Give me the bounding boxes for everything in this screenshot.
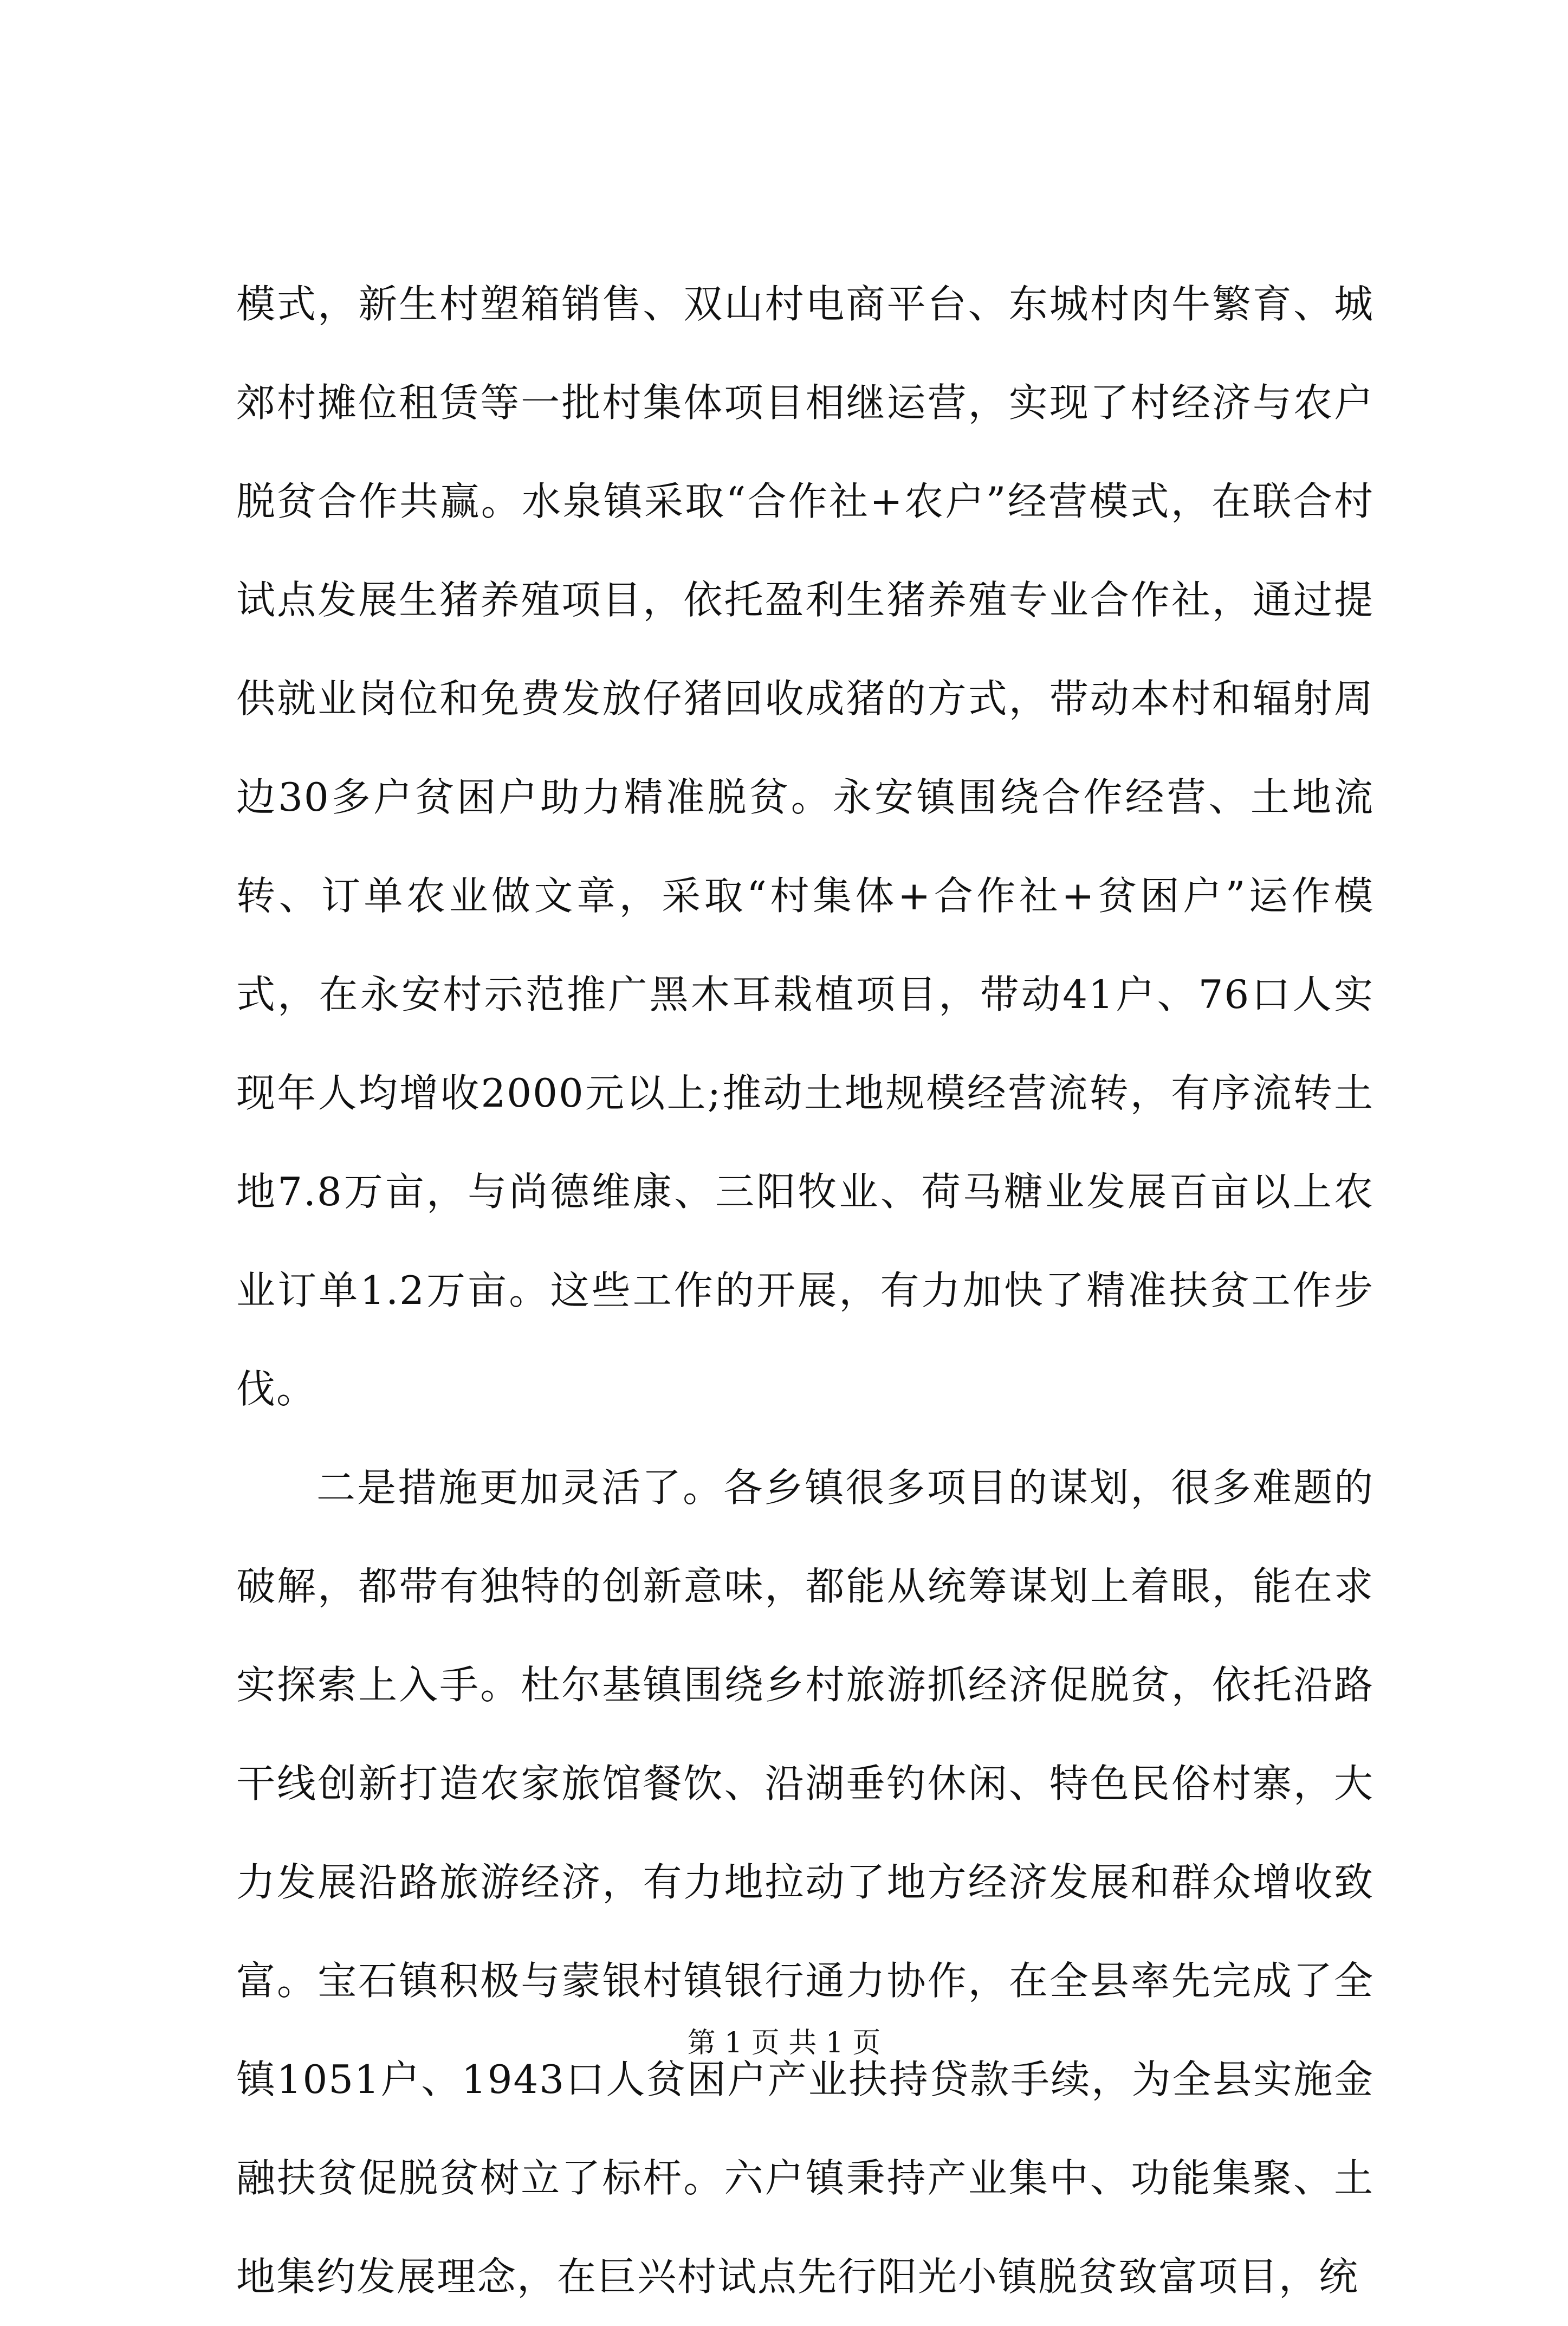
paragraph-continued: 模式，新生村塑箱销售、双山村电商平台、东城村肉牛繁育、城郊村摊位租赁等一批村集体项目相继运营，实现了村经济与农户脱贫合作共赢。水泉镇采取“合作社+农户”经营模式，在联合村试点发展生猪养殖项目，依托盈利生猪养殖专业合作社，通过提供就业岗位和免费发放仔猪回收成猪的方式，带动本村和辐射周边30多户贫困户助力精准脱贫。永安镇围绕合作经营、土地流转、订单农业做文章，采取“村集体+合作社+贫困户”运作模式，在永安村示范推广黑木耳栽植项目，带动41户、76口人实现年人均增收2000元以上;推动土地规模经营流转，有序流转土地7.8万亩，与尚德维康、三阳牧业、荷马糖业发展百亩以上农业订单1.2万亩。这些工作的开展，有力加快了精准扶贫工作步伐。 [236,281,1374,1412]
page-footer: 第 1 页 共 1 页 [687,2027,881,2059]
document-body [236,255,1374,2326]
paragraph-measures: 二是措施更加灵活了。各乡镇很多项目的谋划，很多难题的破解，都带有独特的创新意味，都能从统筹谋划上着眼，能在求实探索上入手。杜尔基镇围绕乡村旅游抓经济促脱贫，依托沿路干线创新打造农家旅馆餐饮、沿湖垂钓休闲、特色民俗村寨，大力发展沿路旅游经济，有力地拉动了地方经济发展和群众增收致富。宝石镇积极与蒙银村镇银行通力协作，在全县率先完成了全镇1051户、1943口人贫困户产业扶持贷款手续，为全县实施金融扶贫促脱贫树立了标杆。六户镇秉持产业集中、功能集聚、土地集约发展理念，在巨兴村试点先行阳光小镇脱贫致富项目，统 [236,1465,1374,2299]
